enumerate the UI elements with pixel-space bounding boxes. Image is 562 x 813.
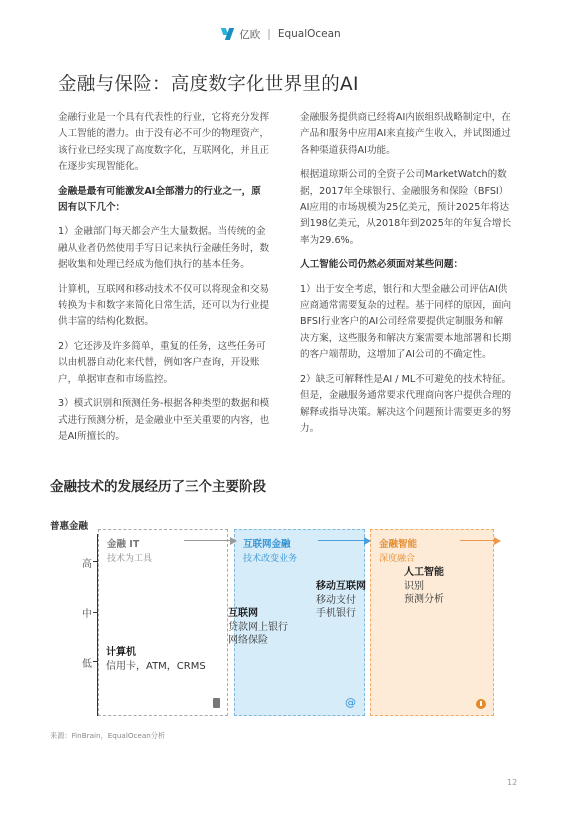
phase-finance-intelligence — [370, 529, 494, 716]
paragraph: 1）金融部门每天都会产生大量数据。当传统的金融从业者仍然使用手写日记来执行金融任务时，数据收集和处理已经成为他们执行的基本任务。 — [58, 226, 270, 271]
y-level-low: 低 — [82, 659, 92, 670]
group-item: 预测分析 — [404, 594, 444, 605]
header — [0, 26, 562, 45]
group-item: 网络保险 — [228, 635, 268, 646]
bold-paragraph: 人工智能公司仍然必须面对某些问题： — [300, 259, 464, 271]
at-icon: @ — [345, 696, 356, 709]
paragraph: 2）它还涉及许多简单，重复的任务，这些任务可以由机器自动化来代替，例如客户查询，开设账户，单据审查和市场监控。 — [58, 340, 266, 385]
paragraph: 3）模式识别和预测任务-根据各种类型的数据和模式进行预测分析，是金融业中至关重要的内容，也是AI所擅长的。 — [58, 398, 270, 442]
phase-title: 金融智能 — [379, 539, 418, 550]
fintech-stages-diagram — [48, 512, 518, 724]
phase-subtitle: 技术为工具 — [107, 554, 153, 564]
group-item: 手机银行 — [316, 608, 356, 619]
paragraph: 金融行业是一个具有代表性的行业，它将充分发挥人工智能的潜力。由于没有必不可少的物理资产，该行业已经实现了高度数字化，互联网化，并且正在逐步实现智能化。 — [58, 112, 270, 173]
source-note: 来源：FinBrain，EqualOcean分析 — [50, 731, 166, 740]
paragraph: 1）出于安全考虑，银行和大型金融公司评估AI供应商通常需要复杂的过程。基于同样的原因，面向BFSI行业客户的AI公司经常要提供定制服务和解决方案，这些服务和解决方案需要本地部署和长期的客户端帮助，这增加了AI公司的不确定性。 — [300, 283, 512, 361]
section-title: 金融技术的发展经历了三个主要阶段 — [50, 479, 266, 495]
group-title: 计算机 — [106, 647, 136, 658]
bulb-icon — [476, 699, 486, 709]
left-column — [58, 110, 270, 453]
group-item: 贷款网上银行 — [228, 621, 288, 633]
page-title: 金融与保险：高度数字化世界里的AI — [58, 74, 359, 95]
logo — [221, 27, 340, 42]
paragraph: 根据道琼斯公司的全资子公司MarketWatch的数据，2017年全球银行、金融服务和保险（BFSI）AI应用的市场规模为25亿美元，预计2025年将达到198亿美元，从2018年到2025年的年复合增长率为29.6%。 — [300, 169, 512, 246]
phase-title: 金融 IT — [107, 539, 140, 550]
phase-finance-it — [98, 529, 228, 716]
paragraph: 计算机，互联网和移动技术不仅可以将现金和交易转换为卡和数字来简化日常生活，还可以为行业提供丰富的结构化数据。 — [58, 283, 270, 328]
phase-subtitle: 深度融合 — [379, 554, 416, 564]
y-level-mid: 中 — [82, 609, 92, 620]
logo-cn: 亿欧 — [239, 28, 261, 41]
phase-title: 互联网金融 — [243, 539, 291, 550]
arrow-phase3-forward — [460, 540, 500, 541]
arrow-phase1-to-phase2 — [184, 540, 236, 541]
page-number: 12 — [507, 778, 518, 787]
group-title: 人工智能 — [404, 567, 444, 578]
group-mobile-internet — [316, 580, 366, 621]
y-axis-title: 普惠金融 — [50, 521, 89, 532]
right-column — [300, 110, 512, 445]
logo-separator: | — [267, 28, 271, 40]
paragraph: 金融服务提供商已经将AI内嵌组织战略制定中，在产品和服务中应用AI来直接产生收入，并试图通过各种渠道获得AI功能。 — [300, 112, 511, 156]
group-computer — [106, 646, 206, 673]
phase-subtitle: 技术改变业务 — [243, 554, 298, 564]
group-item: 移动支付 — [316, 594, 356, 606]
group-item: 信用卡，ATM，CRMS — [106, 660, 206, 672]
arrow-phase2-to-phase3 — [318, 540, 370, 541]
group-title: 互联网 — [228, 608, 258, 619]
yiou-logo-icon — [221, 27, 235, 41]
logo-en: EqualOcean — [277, 28, 341, 40]
group-item: 识别 — [404, 580, 424, 592]
disk-icon — [213, 698, 220, 708]
y-level-high: 高 — [82, 559, 92, 570]
group-internet — [228, 607, 288, 648]
paragraph: 2）缺乏可解释性是AI / ML不可避免的技术特征。但是，金融服务通常要求代理商向客户提供合理的解释或指导决策。解决这个问题预计需要更多的努力。 — [300, 373, 512, 434]
bold-paragraph: 金融是最有可能激发AI全部潜力的行业之一，原因有以下几个： — [58, 185, 261, 214]
group-title: 移动互联网 — [316, 581, 366, 592]
group-artificial-intelligence — [404, 566, 444, 607]
